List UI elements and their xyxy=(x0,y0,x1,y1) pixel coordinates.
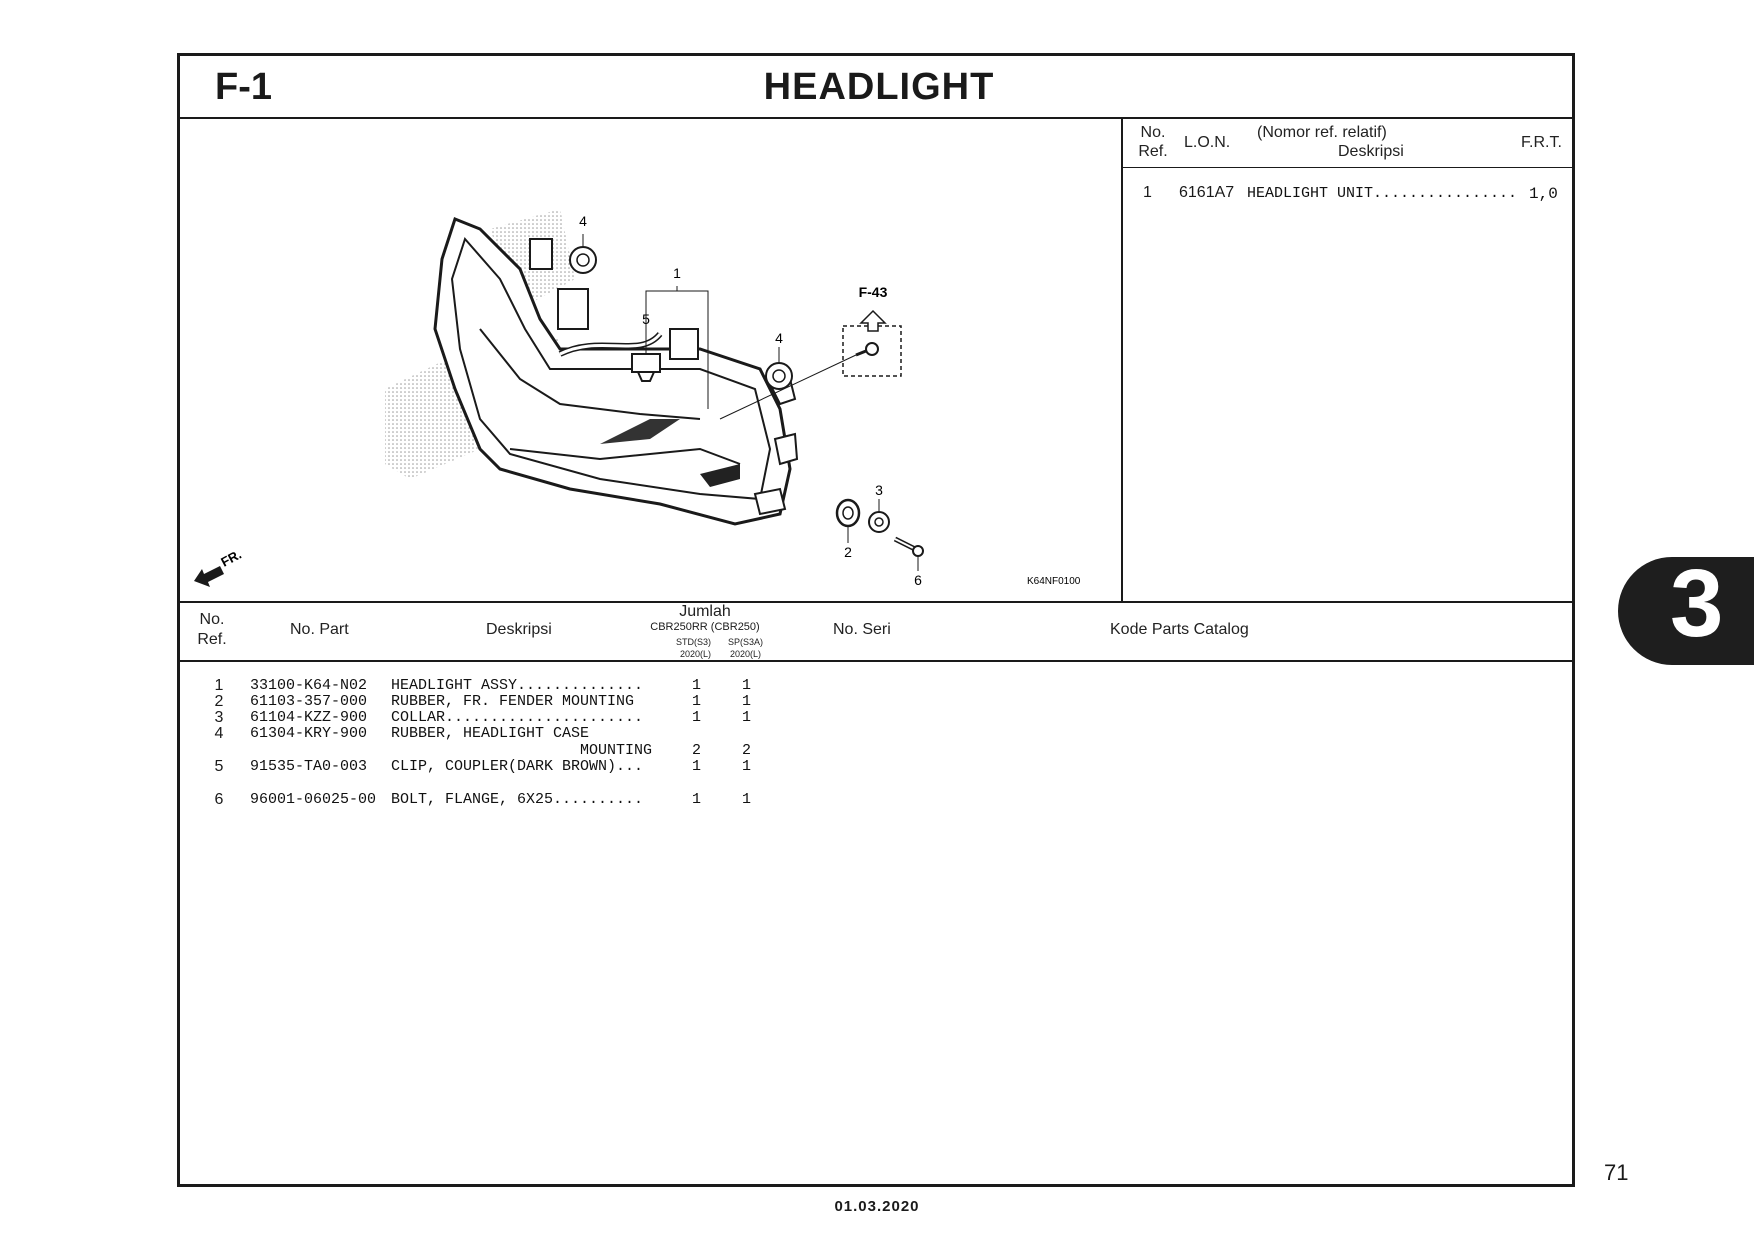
page-number: 71 xyxy=(1604,1160,1629,1185)
up-arrow-icon xyxy=(861,311,885,331)
section-code: F-1 xyxy=(215,66,272,108)
table-row-part: 61304-KRY-900 xyxy=(250,725,368,742)
headlight-exploded-diagram xyxy=(180,119,1120,601)
callout-1: 1 xyxy=(673,265,681,281)
parts-header-kode: Kode Parts Catalog xyxy=(1110,621,1249,638)
parts-header-year-sp: 2020(L) xyxy=(730,649,762,659)
catalog-page-frame xyxy=(177,53,1575,1187)
table-row-sp: 1 xyxy=(742,677,752,694)
diagram-vertical-divider xyxy=(1121,117,1123,602)
parts-header-model: CBR250RR (CBR250) xyxy=(650,621,760,633)
right-header-ref: Ref. xyxy=(1138,143,1168,160)
chapter-tab xyxy=(1618,550,1754,665)
callout-4-right: 4 xyxy=(775,330,783,346)
connector xyxy=(558,289,588,329)
front-label: FR. xyxy=(218,546,244,570)
table-row-part: 91535-TA0-003 xyxy=(250,758,368,775)
parts-header-std: STD(S3) xyxy=(676,637,712,647)
table-row-part: 96001-06025-00 xyxy=(250,791,377,808)
table-row-std: 1 xyxy=(692,791,702,808)
table-row-std: 1 xyxy=(692,758,702,775)
parts-header-part: No. Part xyxy=(290,621,349,638)
table-row-desc-continued: MOUNTING xyxy=(580,742,653,759)
right-table-header-divider xyxy=(1122,167,1572,168)
table-row-desc: COLLAR...................... xyxy=(391,709,644,726)
callout-5: 5 xyxy=(642,311,650,327)
right-row-no: 1 xyxy=(1143,184,1152,201)
table-row-ref: 6 xyxy=(214,791,224,808)
table-row-ref: 2 xyxy=(214,693,224,710)
table-row-ref: 5 xyxy=(214,758,224,775)
parts-header-deskripsi: Deskripsi xyxy=(486,621,552,638)
callout-6: 6 xyxy=(914,572,922,588)
table-row-part: 61104-KZZ-900 xyxy=(250,709,368,726)
table-row-desc: RUBBER, FR. FENDER MOUNTING xyxy=(391,693,635,710)
callout-4-top: 4 xyxy=(579,213,587,229)
right-row-desc: HEADLIGHT UNIT................ xyxy=(1247,185,1518,202)
flange-bolt xyxy=(895,539,923,556)
right-row-lon: 6161A7 xyxy=(1179,184,1235,201)
rubber-fender-mounting xyxy=(837,500,859,526)
table-row-desc: RUBBER, HEADLIGHT CASE xyxy=(391,725,590,742)
right-header-no: No. xyxy=(1140,124,1166,141)
table-row-ref: 3 xyxy=(214,709,224,726)
table-row-std: 1 xyxy=(692,709,702,726)
table-row-ref: 4 xyxy=(214,725,224,742)
publication-date: 01.03.2020 xyxy=(834,1198,920,1215)
bolt-in-box xyxy=(856,343,878,355)
chapter-tab-number: 3 xyxy=(1670,550,1724,657)
table-row-desc: CLIP, COUPLER(DARK BROWN)... xyxy=(391,758,644,775)
parts-header-jumlah: Jumlah xyxy=(679,603,731,620)
table-header-divider xyxy=(180,660,1572,662)
diagram-code: K64NF0100 xyxy=(1027,576,1081,587)
table-row-sp: 1 xyxy=(742,693,752,710)
front-arrow-icon xyxy=(194,566,224,587)
right-header-nomor: (Nomor ref. relatif) xyxy=(1257,124,1387,141)
right-header-lon: L.O.N. xyxy=(1184,134,1231,151)
table-row-std: 1 xyxy=(692,677,702,694)
parts-header-ref: Ref. xyxy=(197,631,227,648)
table-row-desc: BOLT, FLANGE, 6X25.......... xyxy=(391,791,644,808)
page-title: HEADLIGHT xyxy=(763,66,995,108)
table-row-part: 33100-K64-N02 xyxy=(250,677,368,694)
rubber-grommet-right xyxy=(766,363,792,389)
diagram-divider xyxy=(180,601,1572,603)
table-row-sp: 1 xyxy=(742,758,752,775)
reference-f43-label: F-43 xyxy=(858,284,888,300)
parts-header-sp: SP(S3A) xyxy=(728,637,764,647)
table-row-desc: HEADLIGHT ASSY.............. xyxy=(391,677,644,694)
right-row-frt: 1,0 xyxy=(1529,185,1558,203)
table-row-std: 2 xyxy=(692,742,702,759)
collar xyxy=(869,512,889,532)
rubber-grommet-top xyxy=(570,247,596,273)
table-row-sp: 2 xyxy=(742,742,752,759)
callout-3: 3 xyxy=(875,482,883,498)
table-row-sp: 1 xyxy=(742,791,752,808)
callout-2: 2 xyxy=(844,544,852,560)
parts-header-year-std: 2020(L) xyxy=(680,649,712,659)
parts-header-seri: No. Seri xyxy=(833,621,891,638)
right-header-frt: F.R.T. xyxy=(1521,134,1562,151)
table-row-sp: 1 xyxy=(742,709,752,726)
parts-header-no: No. xyxy=(199,611,225,628)
table-row-ref: 1 xyxy=(214,677,224,694)
right-header-deskripsi: Deskripsi xyxy=(1338,143,1404,160)
table-row-part: 61103-357-000 xyxy=(250,693,368,710)
table-row-std: 1 xyxy=(692,693,702,710)
